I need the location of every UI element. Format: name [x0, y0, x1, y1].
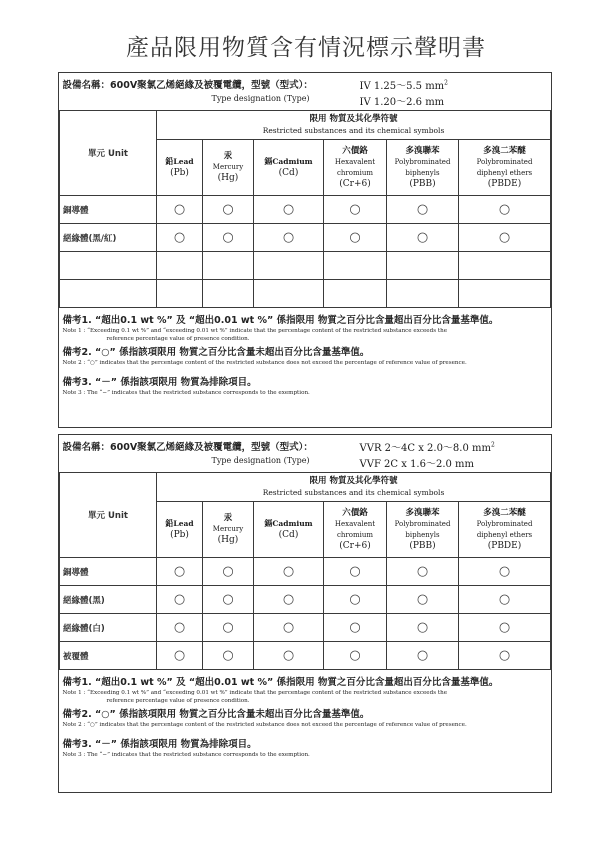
status-mark: ○	[324, 558, 387, 586]
unit-header: 單元 Unit	[60, 473, 157, 558]
col-pbb: 多溴聯苯 Polybrominated biphenyls (PBB)	[387, 140, 459, 196]
table-row-empty	[60, 280, 551, 308]
table-row	[60, 196, 551, 224]
empty-cell	[387, 252, 459, 280]
table-row	[60, 586, 551, 614]
table-row	[60, 614, 551, 642]
model-line-1: IV 1.25～5.5 $mm^2$	[359, 79, 448, 92]
status-mark: ○	[324, 642, 387, 670]
status-mark: ○	[254, 558, 324, 586]
status-mark: ○	[459, 196, 551, 224]
notes-section	[60, 670, 551, 763]
status-mark: ○	[459, 558, 551, 586]
status-mark: ○	[387, 614, 459, 642]
type-designation-label: Type designation (Type)	[211, 94, 310, 103]
col-pbb: 多溴聯苯 Polybrominated biphenyls (PBB)	[387, 502, 459, 558]
row-label	[60, 280, 157, 308]
status-mark: ○	[387, 586, 459, 614]
unit-header: 單元 Unit	[60, 111, 157, 196]
empty-cell	[324, 252, 387, 280]
note-3-en: Note 3 : The “−” indicates that the restricted substance corresponds to the exemption.	[62, 390, 310, 396]
status-mark: ○	[254, 642, 324, 670]
equipment-name-cell	[60, 435, 551, 473]
empty-cell	[203, 252, 254, 280]
type-designation-label: Type designation (Type)	[211, 456, 310, 465]
status-mark: ○	[203, 558, 254, 586]
status-mark: ○	[459, 642, 551, 670]
status-mark: ○	[387, 642, 459, 670]
status-mark: ○	[157, 224, 203, 252]
status-mark: ○	[254, 586, 324, 614]
status-mark: ○	[254, 224, 324, 252]
page-title: 產品限用物質含有情況標示聲明書	[126, 35, 486, 61]
status-mark: ○	[203, 224, 254, 252]
declaration-table-1	[58, 72, 552, 428]
col-pbde: 多溴二苯醚 Polybrominated diphenyl ethers (PBDE)	[459, 140, 551, 196]
note-1-zh: 備考1. “超出0.1 wt %” 及 “超出0.01 wt %” 係指限用 物質之百分比含量超出百分比含量基準值。	[62, 677, 499, 688]
empty-cell	[203, 280, 254, 308]
equipment-name-label: 設備名稱：600V聚氯乙烯絕緣及被覆電纜，型號（型式）：	[62, 80, 313, 91]
col-hexavalent-chromium: 六價鉻 Hexavalent chromium (Cr+6)	[324, 140, 387, 196]
status-mark: ○	[387, 558, 459, 586]
restricted-substances-header: 限用 物質及其化學符號 Restricted substances and its chemical symbols	[157, 111, 551, 140]
note-3-zh: 備考3. “－” 係指該項限用 物質為排除項目。	[62, 739, 257, 750]
row-label: 銅導體	[60, 196, 157, 224]
note-2-zh: 備考2. “○” 係指該項限用 物質之百分比含量未超出百分比含量基準值。	[62, 347, 370, 358]
note-1-en: Note 1 : “Exceeding 0.1 wt %” and “exceeding 0.01 wt %” indicate that the percentage content of the restricted substance exceeds the reference percentage value of presence condition.	[62, 690, 448, 704]
col-cadmium: 鎘Cadmium (Cd)	[254, 140, 324, 196]
status-mark: ○	[459, 614, 551, 642]
col-lead: 鉛Lead (Pb)	[157, 502, 203, 558]
col-mercury: 汞 Mercury (Hg)	[203, 140, 254, 196]
empty-cell	[254, 280, 324, 308]
status-mark: ○	[459, 586, 551, 614]
status-mark: ○	[157, 196, 203, 224]
model-line-2: IV 1.20～2.6 mm	[359, 97, 445, 108]
table-row	[60, 642, 551, 670]
table-row	[60, 224, 551, 252]
note-2-zh: 備考2. “○” 係指該項限用 物質之百分比含量未超出百分比含量基準值。	[62, 709, 370, 720]
notes-section	[60, 308, 551, 401]
row-label: 絕緣體(黑/紅)	[60, 224, 157, 252]
status-mark: ○	[157, 614, 203, 642]
status-mark: ○	[157, 586, 203, 614]
model-line-2: VVF 2C x 1.6～2.0 mm	[359, 459, 475, 470]
equipment-name-label: 設備名稱：600V聚氯乙烯絕緣及被覆電纜，型號（型式）：	[62, 442, 313, 453]
empty-cell	[459, 280, 551, 308]
note-2-en: Note 2 : “○” indicates that the percentage content of the restricted substance does not exceed the percentage of reference value of presence.	[62, 722, 467, 728]
status-mark: ○	[254, 614, 324, 642]
empty-cell	[157, 280, 203, 308]
empty-cell	[254, 252, 324, 280]
row-label: 絕緣體(黑)	[60, 586, 157, 614]
status-mark: ○	[324, 586, 387, 614]
status-mark: ○	[157, 642, 203, 670]
status-mark: ○	[203, 586, 254, 614]
col-mercury: 汞 Mercury (Hg)	[203, 502, 254, 558]
model-line-1: VVR 2～4C x 2.0～8.0 $mm^2$	[359, 441, 495, 454]
note-2-en: Note 2 : “○” indicates that the percentage content of the restricted substance does not exceed the percentage of reference value of presence.	[62, 360, 467, 366]
table-row-empty	[60, 252, 551, 280]
declaration-table-2	[58, 434, 552, 793]
empty-cell	[324, 280, 387, 308]
equipment-name-cell	[60, 73, 551, 111]
status-mark: ○	[387, 196, 459, 224]
row-label: 被覆體	[60, 642, 157, 670]
row-label: 絕緣體(白)	[60, 614, 157, 642]
note-3-zh: 備考3. “－” 係指該項限用 物質為排除項目。	[62, 377, 257, 388]
status-mark: ○	[203, 614, 254, 642]
col-cadmium: 鎘Cadmium (Cd)	[254, 502, 324, 558]
status-mark: ○	[203, 642, 254, 670]
note-1-zh: 備考1. “超出0.1 wt %” 及 “超出0.01 wt %” 係指限用 物質之百分比含量超出百分比含量基準值。	[62, 315, 499, 326]
restricted-substances-header: 限用 物質及其化學符號 Restricted substances and its chemical symbols	[157, 473, 551, 502]
status-mark: ○	[157, 558, 203, 586]
note-1-en: Note 1 : “Exceeding 0.1 wt %” and “exceeding 0.01 wt %” indicate that the percentage content of the restricted substance exceeds the reference percentage value of presence condition.	[62, 328, 448, 342]
col-hexavalent-chromium: 六價鉻 Hexavalent chromium (Cr+6)	[324, 502, 387, 558]
col-lead: 鉛Lead (Pb)	[157, 140, 203, 196]
status-mark: ○	[387, 224, 459, 252]
empty-cell	[459, 252, 551, 280]
status-mark: ○	[203, 196, 254, 224]
empty-cell	[157, 252, 203, 280]
col-pbde: 多溴二苯醚 Polybrominated diphenyl ethers (PBDE)	[459, 502, 551, 558]
status-mark: ○	[324, 224, 387, 252]
status-mark: ○	[254, 196, 324, 224]
note-3-en: Note 3 : The “−” indicates that the restricted substance corresponds to the exemption.	[62, 752, 310, 758]
row-label	[60, 252, 157, 280]
status-mark: ○	[459, 224, 551, 252]
row-label: 銅導體	[60, 558, 157, 586]
table-row	[60, 558, 551, 586]
status-mark: ○	[324, 196, 387, 224]
empty-cell	[387, 280, 459, 308]
status-mark: ○	[324, 614, 387, 642]
